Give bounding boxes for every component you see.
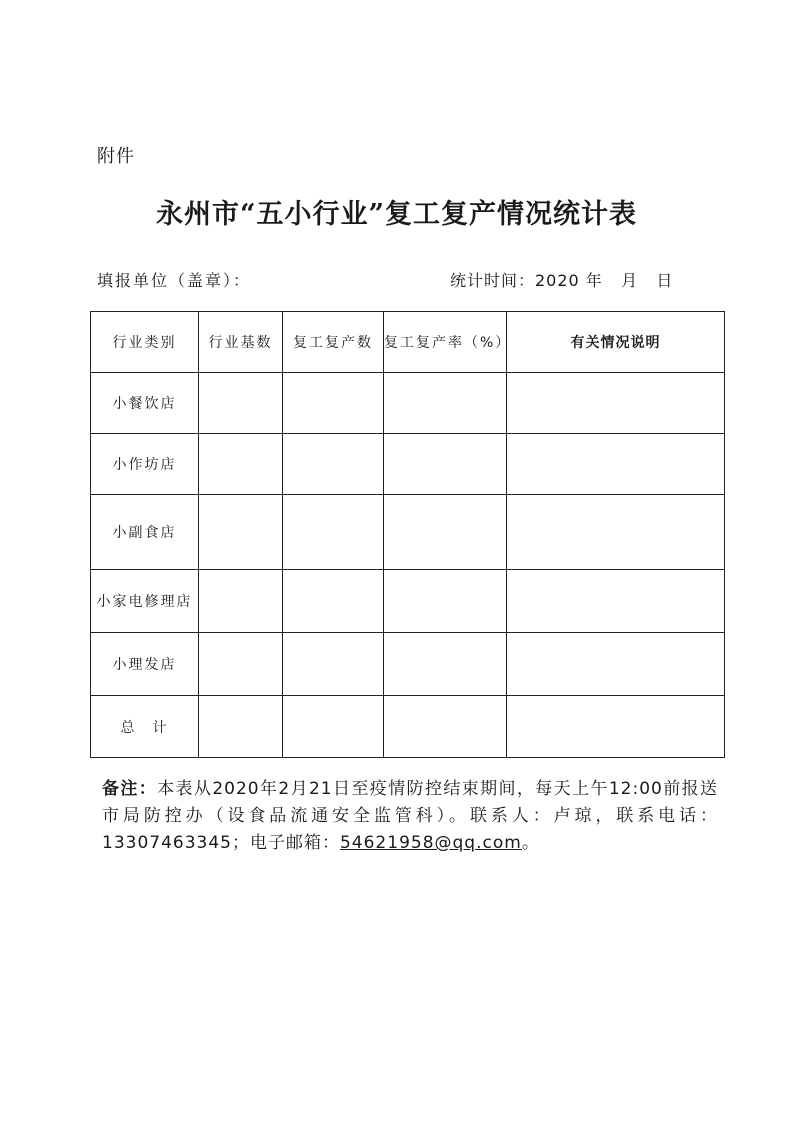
- row-base: [199, 373, 283, 434]
- row-notes: [507, 373, 725, 434]
- row-rate: [384, 495, 507, 570]
- row-category: 总 计: [91, 696, 199, 758]
- row-resumed: [283, 696, 384, 758]
- row-category: 小副食店: [91, 495, 199, 570]
- row-notes: [507, 633, 725, 696]
- header-rate: 复工复产率（%）: [384, 312, 507, 373]
- row-notes: [507, 434, 725, 495]
- header-base: 行业基数: [199, 312, 283, 373]
- table-row: [91, 495, 725, 570]
- row-notes: [507, 495, 725, 570]
- row-rate: [384, 633, 507, 696]
- row-resumed: [283, 373, 384, 434]
- header-notes: 有关情况说明: [507, 312, 725, 373]
- row-resumed: [283, 633, 384, 696]
- row-resumed: [283, 434, 384, 495]
- page-title: 永州市“五小行业”复工复产情况统计表: [155, 199, 638, 230]
- row-rate: [384, 570, 507, 633]
- row-base: [199, 495, 283, 570]
- table-row: [91, 633, 725, 696]
- table-row-total: [91, 696, 725, 758]
- row-notes: [507, 570, 725, 633]
- row-resumed: [283, 495, 384, 570]
- statistics-table: [90, 311, 725, 758]
- table-row: [91, 570, 725, 633]
- row-resumed: [283, 570, 384, 633]
- table-row: [91, 373, 725, 434]
- row-category: 小家电修理店: [91, 570, 199, 633]
- stat-time-label: 统计时间：2020 年 月 日: [450, 271, 674, 290]
- header-resumed: 复工复产数: [283, 312, 384, 373]
- attachment-label: 附件: [97, 146, 135, 167]
- row-base: [199, 696, 283, 758]
- remarks: [102, 776, 718, 857]
- row-rate: [384, 696, 507, 758]
- row-category: 小理发店: [91, 633, 199, 696]
- table-header-row: [91, 312, 725, 373]
- row-category: 小餐饮店: [91, 373, 199, 434]
- row-notes: [507, 696, 725, 758]
- remarks-end: 。: [521, 833, 540, 853]
- row-rate: [384, 434, 507, 495]
- row-rate: [384, 373, 507, 434]
- remarks-text: 本表从2020年2月21日至疫情防控结束期间，每天上午12:00前报送市局防控办（设食品流通安全监管科）。联系人：卢琼，联系电话：13307463345；电子邮箱：: [102, 779, 719, 853]
- table-row: [91, 434, 725, 495]
- row-base: [199, 434, 283, 495]
- row-base: [199, 570, 283, 633]
- fill-unit-label: 填报单位（盖章）：: [97, 271, 252, 290]
- row-category: 小作坊店: [91, 434, 199, 495]
- contact-email-link[interactable]: 54621958@qq.com: [339, 833, 522, 853]
- header-category: 行业类别: [91, 312, 199, 373]
- remarks-label: 备注：: [102, 779, 158, 799]
- row-base: [199, 633, 283, 696]
